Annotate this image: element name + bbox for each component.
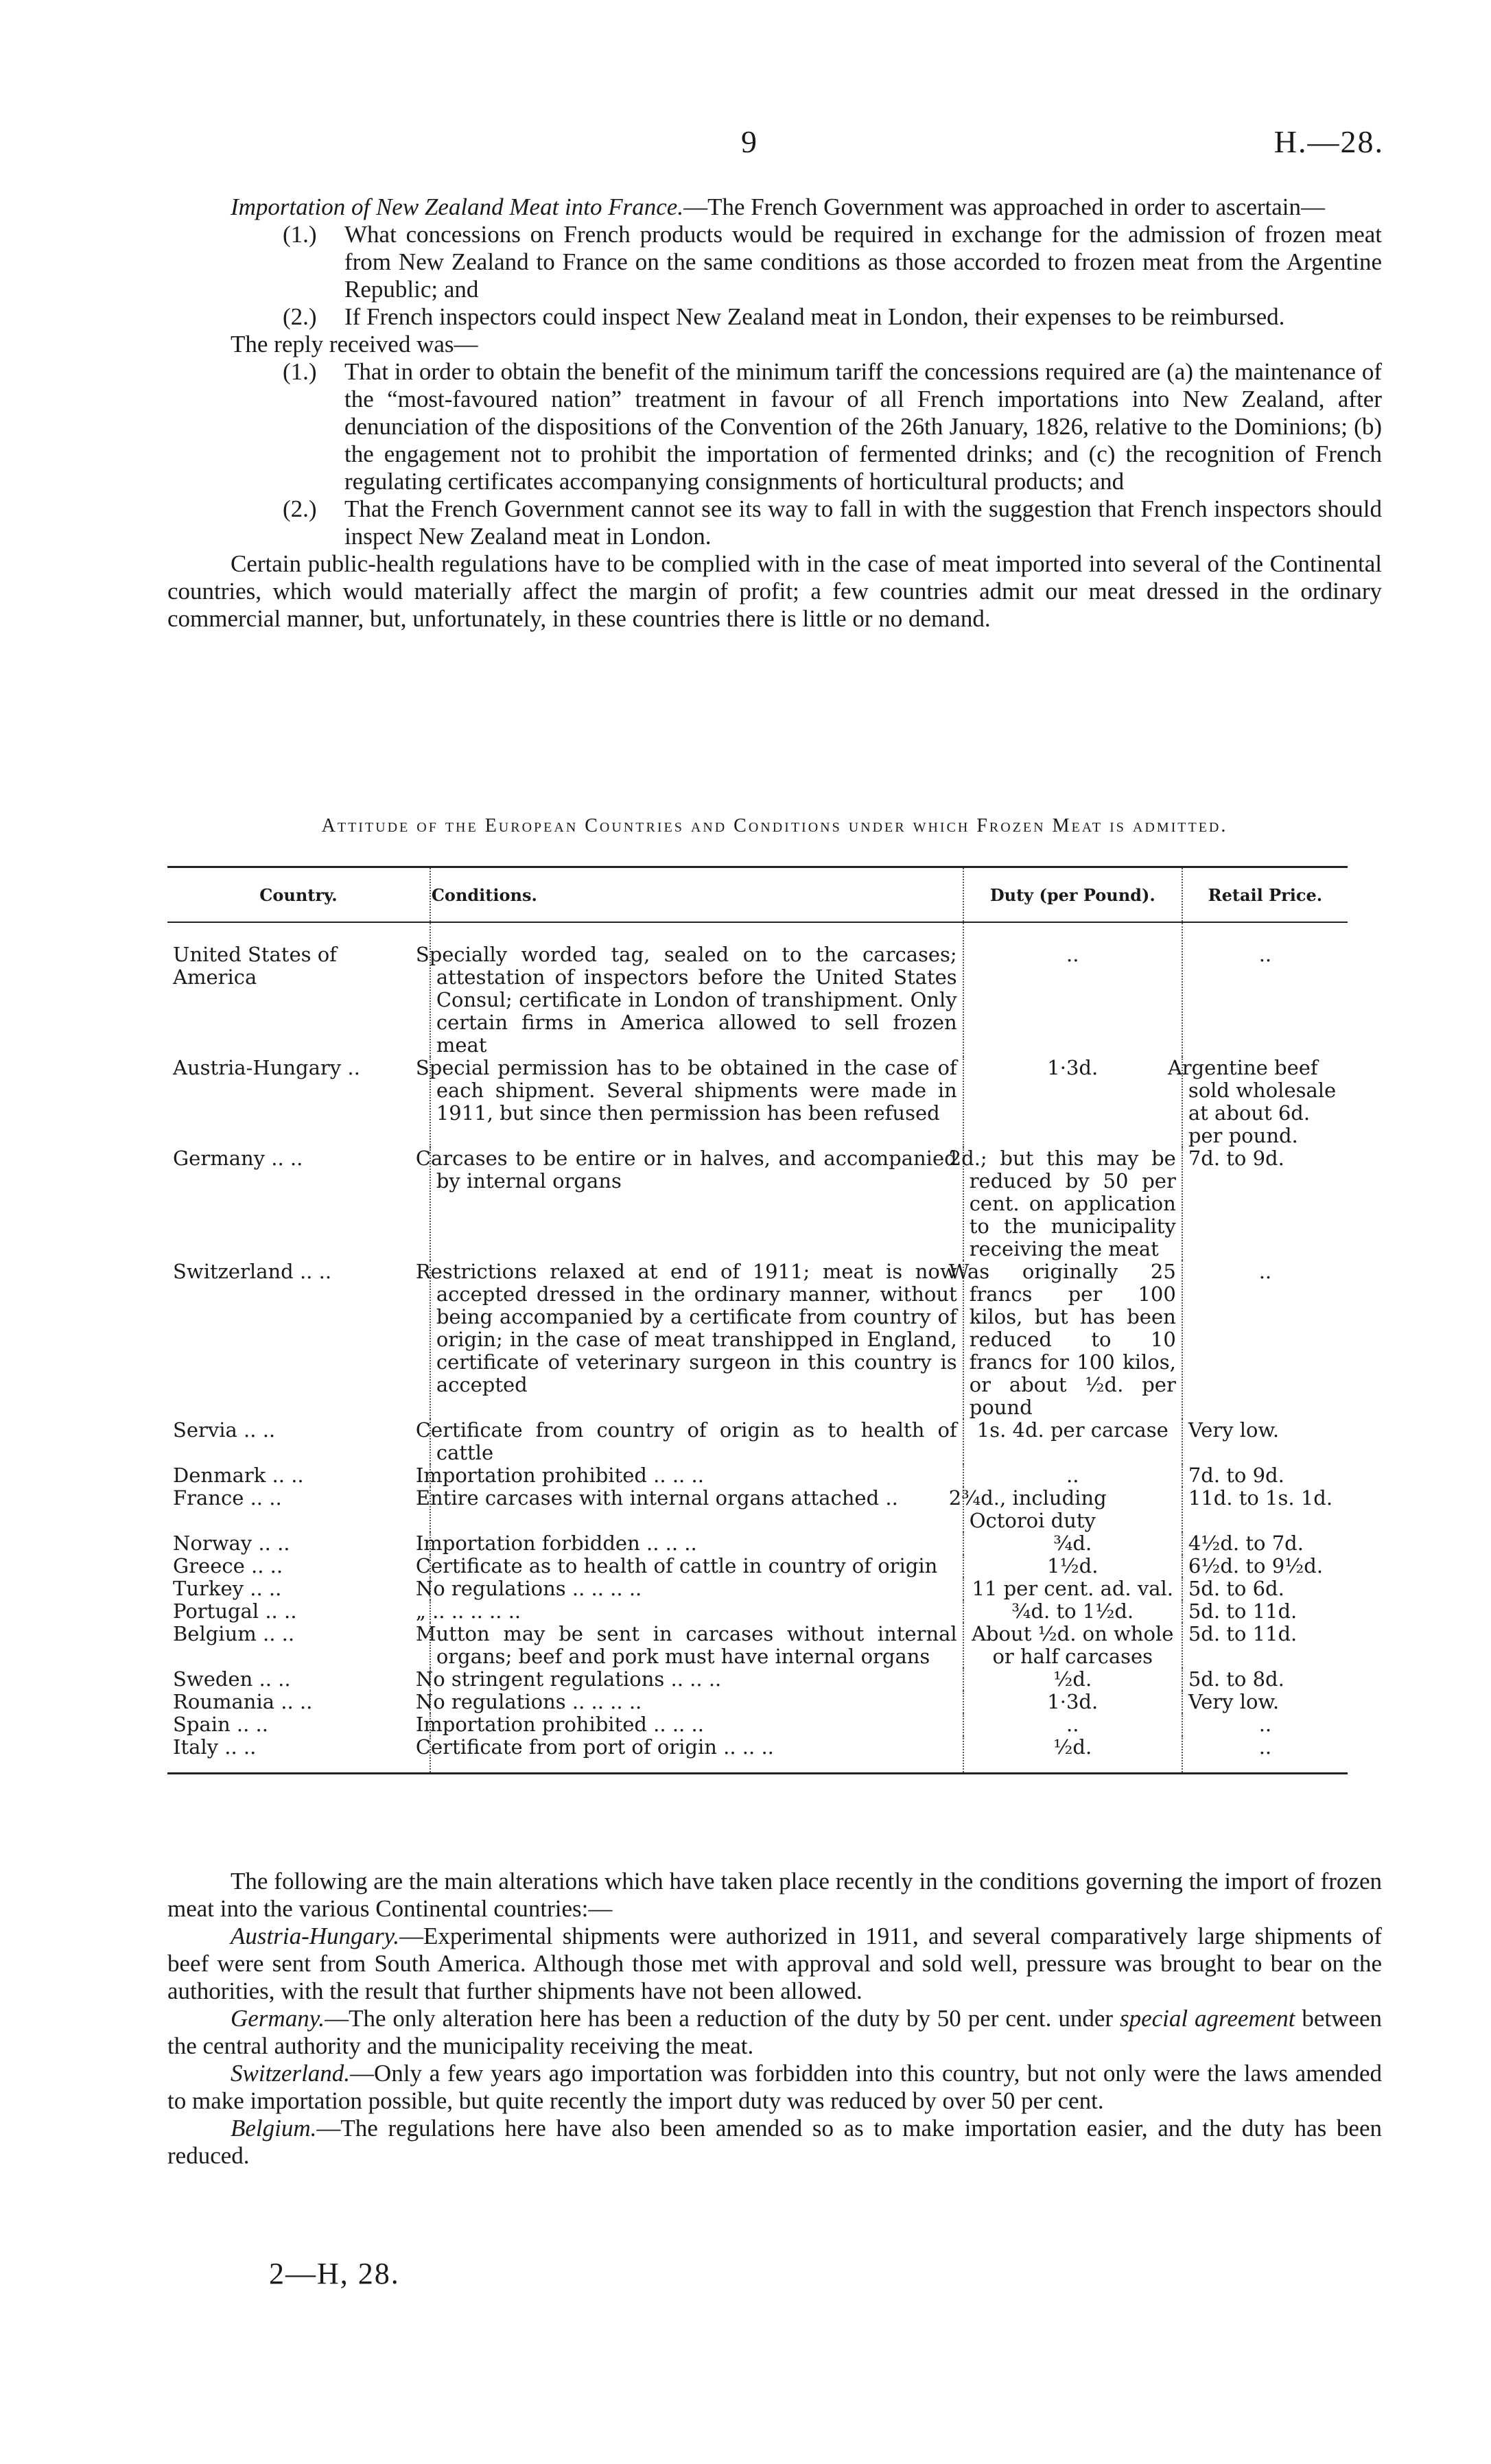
table-row xyxy=(167,1464,1348,1487)
cell-retail-price: 6½d. to 9½d. xyxy=(1182,1555,1348,1577)
cell-conditions: Mutton may be sent in carcases without internal organs; beef and pork must have internal organs xyxy=(430,1623,963,1668)
austria-heading: Austria-Hungary. xyxy=(231,1923,399,1949)
cell-retail-price: .. xyxy=(1182,1713,1348,1736)
cell-conditions: Certificate from port of origin .. .. .. xyxy=(430,1736,963,1774)
table-row xyxy=(167,1147,1348,1260)
cell-conditions: No regulations .. .. .. .. xyxy=(430,1577,963,1600)
question-1-text: What concessions on French products would be required in exchange for the admission of frozen meat from New Zealand to France on the same conditions as those accorded to frozen meat from the Argentine Republic; and xyxy=(344,221,1382,303)
reply-1 xyxy=(167,358,1382,495)
question-2-number: (2.) xyxy=(283,303,317,330)
table-row xyxy=(167,1623,1348,1668)
cell-duty: 1s. 4d. per carcase xyxy=(963,1419,1182,1464)
cell-conditions: Certificate as to health of cattle in country of origin xyxy=(430,1555,963,1577)
table-row xyxy=(167,1691,1348,1713)
question-1 xyxy=(167,221,1382,303)
table-row xyxy=(167,922,1348,1057)
reply-2-text: That the French Government cannot see its way to fall in with the suggestion that French inspectors should inspect New Zealand meat in London. xyxy=(344,495,1382,550)
cell-conditions: Importation prohibited .. .. .. xyxy=(430,1464,963,1487)
page-number: 9 xyxy=(741,124,757,159)
reply-heading: The reply received was— xyxy=(231,331,478,357)
frozen-meat-table xyxy=(167,866,1348,1774)
question-2-text: If French inspectors could inspect New Zealand meat in London, their expenses to be reimbursed. xyxy=(344,303,1285,330)
cell-duty: ¾d. xyxy=(963,1532,1182,1555)
germany-paragraph xyxy=(167,2005,1382,2060)
cell-retail-price: 5d. to 11d. xyxy=(1182,1623,1348,1668)
intro-heading: Importation of New Zealand Meat into France. xyxy=(231,193,684,220)
cell-retail-price: 5d. to 6d. xyxy=(1182,1577,1348,1600)
belgium-text: —The regulations here have also been amended so as to make importation easier, and the duty has been reduced. xyxy=(167,2115,1382,2169)
cell-duty: Was originally 25 francs per 100 kilos, but has been reduced to 10 francs for 100 kilos, or about ½d. per pound xyxy=(963,1260,1182,1419)
germany-text-1: —The only alteration here has been a reduction of the duty by 50 per cent. under xyxy=(325,2005,1120,2032)
cell-duty: 1½d. xyxy=(963,1555,1182,1577)
cell-retail-price: 7d. to 9d. xyxy=(1182,1147,1348,1260)
table-row xyxy=(167,1668,1348,1691)
cell-retail-price: 4½d. to 7d. xyxy=(1182,1532,1348,1555)
intro-lead-paragraph xyxy=(167,193,1382,221)
header-conditions: Conditions. xyxy=(430,867,963,923)
header-country: Country. xyxy=(167,867,430,923)
reply-2-number: (2.) xyxy=(283,495,317,522)
germany-text-2: between the central authority and the municipality receiving the meat. xyxy=(167,2005,1382,2059)
switzerland-text: —Only a few years ago importation was forbidden into this country, but not only were the laws amended to make importation possible, but quite recently the import duty was reduced by over 50 per cent. xyxy=(167,2060,1382,2114)
table-row xyxy=(167,1260,1348,1419)
public-health-paragraph: Certain public-health regulations have to be complied with in the case of meat imported into several of the Continental countries, which would materially affect the margin of profit; a few countries admit our meat dressed in the ordinary commercial manner, but, unfortunately, in these countries there is little or no demand. xyxy=(167,550,1382,632)
cell-retail-price: 7d. to 9d. xyxy=(1182,1464,1348,1487)
table-row xyxy=(167,1057,1348,1147)
header-duty: Duty (per Pound). xyxy=(963,867,1182,923)
belgium-paragraph xyxy=(167,2115,1382,2170)
cell-conditions: No regulations .. .. .. .. xyxy=(430,1691,963,1713)
cell-country: Turkey .. .. xyxy=(173,1577,282,1600)
cell-country: Spain .. .. xyxy=(173,1713,268,1736)
table-body xyxy=(167,922,1348,1774)
table-row xyxy=(167,1419,1348,1464)
germany-italic-text: special agreement xyxy=(1119,2005,1295,2032)
belgium-heading: Belgium. xyxy=(231,2115,317,2142)
cell-country: Roumania .. .. xyxy=(173,1690,313,1713)
switzerland-heading: Switzerland. xyxy=(231,2060,351,2087)
cell-retail-price: 5d. to 8d. xyxy=(1182,1668,1348,1691)
table-row xyxy=(167,1487,1348,1532)
cell-country: Sweden .. .. xyxy=(173,1667,291,1691)
intro-lead-text: —The French Government was approached in order to ascertain— xyxy=(683,193,1326,220)
cell-country: Belgium .. .. xyxy=(173,1622,295,1645)
cell-retail-price: Argentine beef sold wholesale at about 6d. per pound. xyxy=(1182,1057,1348,1147)
cell-country: Greece .. .. xyxy=(173,1554,283,1577)
cell-duty: ½d. xyxy=(963,1668,1182,1691)
cell-conditions: „ .. .. .. .. .. xyxy=(430,1600,963,1623)
germany-heading: Germany. xyxy=(231,2005,325,2032)
cell-country: Norway .. .. xyxy=(173,1532,290,1555)
closing-section xyxy=(167,1868,1382,2170)
cell-duty: About ½d. on whole or half carcases xyxy=(963,1623,1182,1668)
cell-duty: .. xyxy=(963,922,1182,1057)
cell-retail-price: 11d. to 1s. 1d. xyxy=(1182,1487,1348,1532)
cell-duty: 11 per cent. ad. val. xyxy=(963,1577,1182,1600)
table-row xyxy=(167,1713,1348,1736)
intro-section xyxy=(167,193,1382,633)
cell-country: United States of America xyxy=(173,943,337,989)
cell-country: Denmark .. .. xyxy=(173,1464,304,1487)
header-retail-price: Retail Price. xyxy=(1182,867,1348,923)
cell-duty: 2¾d., including Octoroi duty xyxy=(963,1487,1182,1532)
cell-duty: .. xyxy=(963,1713,1182,1736)
cell-retail-price: Very low. xyxy=(1182,1691,1348,1713)
table-header-row xyxy=(167,867,1348,923)
table-row xyxy=(167,1532,1348,1555)
cell-country: Portugal .. .. xyxy=(173,1599,297,1623)
austria-text: —Experimental shipments were authorized in 1911, and several comparatively large shipments of beef were sent from South America. Although those met with approval and sold well, pressure was brought to bear on the authorities, with the result that further shipments have not been allowed. xyxy=(167,1923,1382,2004)
cell-duty: 1·3d. xyxy=(963,1057,1182,1147)
cell-conditions: Certificate from country of origin as to health of cattle xyxy=(430,1419,963,1464)
cell-conditions: Importation forbidden .. .. .. xyxy=(430,1532,963,1555)
cell-conditions: Carcases to be entire or in halves, and accompanied by internal organs xyxy=(430,1147,963,1260)
table-row xyxy=(167,1736,1348,1774)
cell-country: Italy .. .. xyxy=(167,1736,430,1774)
question-1-number: (1.) xyxy=(283,221,317,248)
switzerland-paragraph xyxy=(167,2060,1382,2115)
cell-conditions: Entire carcases with internal organs attached .. xyxy=(430,1487,963,1532)
alterations-intro: The following are the main alterations which have taken place recently in the conditions governing the import of frozen meat into the various Continental countries:— xyxy=(167,1868,1382,1922)
cell-conditions: Importation prohibited .. .. .. xyxy=(430,1713,963,1736)
cell-retail-price: .. xyxy=(1182,1260,1348,1419)
document-reference: H.—28. xyxy=(1273,124,1384,159)
cell-conditions: Special permission has to be obtained in the case of each shipment. Several shipments were made in 1911, but since then permission has been refused xyxy=(430,1057,963,1147)
question-2 xyxy=(167,303,1382,331)
cell-country: Servia .. .. xyxy=(173,1418,276,1442)
cell-duty: 2d.; but this may be reduced by 50 per cent. on application to the municipality receiving the meat xyxy=(963,1147,1182,1260)
table-row xyxy=(167,1555,1348,1577)
cell-retail-price: .. xyxy=(1182,922,1348,1057)
page-header xyxy=(0,124,1491,165)
cell-country: France .. .. xyxy=(173,1486,282,1510)
table-row xyxy=(167,1577,1348,1600)
cell-conditions: No stringent regulations .. .. .. xyxy=(430,1668,963,1691)
cell-duty: ¾d. to 1½d. xyxy=(963,1600,1182,1623)
reply-1-text: That in order to obtain the benefit of the minimum tariff the concessions required are (a) the maintenance of the “most-favoured nation” treatment in favour of all French importations into New Zealand, after denunciation of the dispositions of the Convention of the 26th January, 1826, relative to the Dominions; (b) the engagement not to prohibit the importation of fermented drinks; and (c) the recognition of French regulating certificates accompanying consignments of horticultural products; and xyxy=(344,358,1382,495)
cell-duty: 1·3d. xyxy=(963,1691,1182,1713)
cell-retail-price: Very low. xyxy=(1182,1419,1348,1464)
cell-duty: ½d. xyxy=(963,1736,1182,1774)
table-row xyxy=(167,1600,1348,1623)
cell-retail-price: 5d. to 11d. xyxy=(1182,1600,1348,1623)
reply-2 xyxy=(167,495,1382,550)
cell-country: Austria-Hungary .. xyxy=(173,1056,360,1079)
cell-country: Germany .. .. xyxy=(173,1147,303,1170)
cell-conditions: Specially worded tag, sealed on to the carcases; attestation of inspectors before the United States Consul; certificate in London of transhipment. Only certain firms in America allowed to sell frozen meat xyxy=(430,922,963,1057)
cell-duty: .. xyxy=(963,1464,1182,1487)
signature-mark: 2—H, 28. xyxy=(269,2257,400,2290)
cell-country: Switzerland .. .. xyxy=(173,1260,332,1283)
cell-conditions: Restrictions relaxed at end of 1911; meat is now accepted dressed in the ordinary manner, without being accompanied by a certificate from country of origin; in the case of meat transhipped in England, certificate of veterinary surgeon in this country is accepted xyxy=(430,1260,963,1419)
reply-1-number: (1.) xyxy=(283,358,317,385)
austria-paragraph xyxy=(167,1923,1382,2005)
table-caption: Attitude of the European Countries and Conditions under which Frozen Meat is admitted. xyxy=(321,815,1228,836)
cell-retail-price: .. xyxy=(1182,1736,1348,1774)
